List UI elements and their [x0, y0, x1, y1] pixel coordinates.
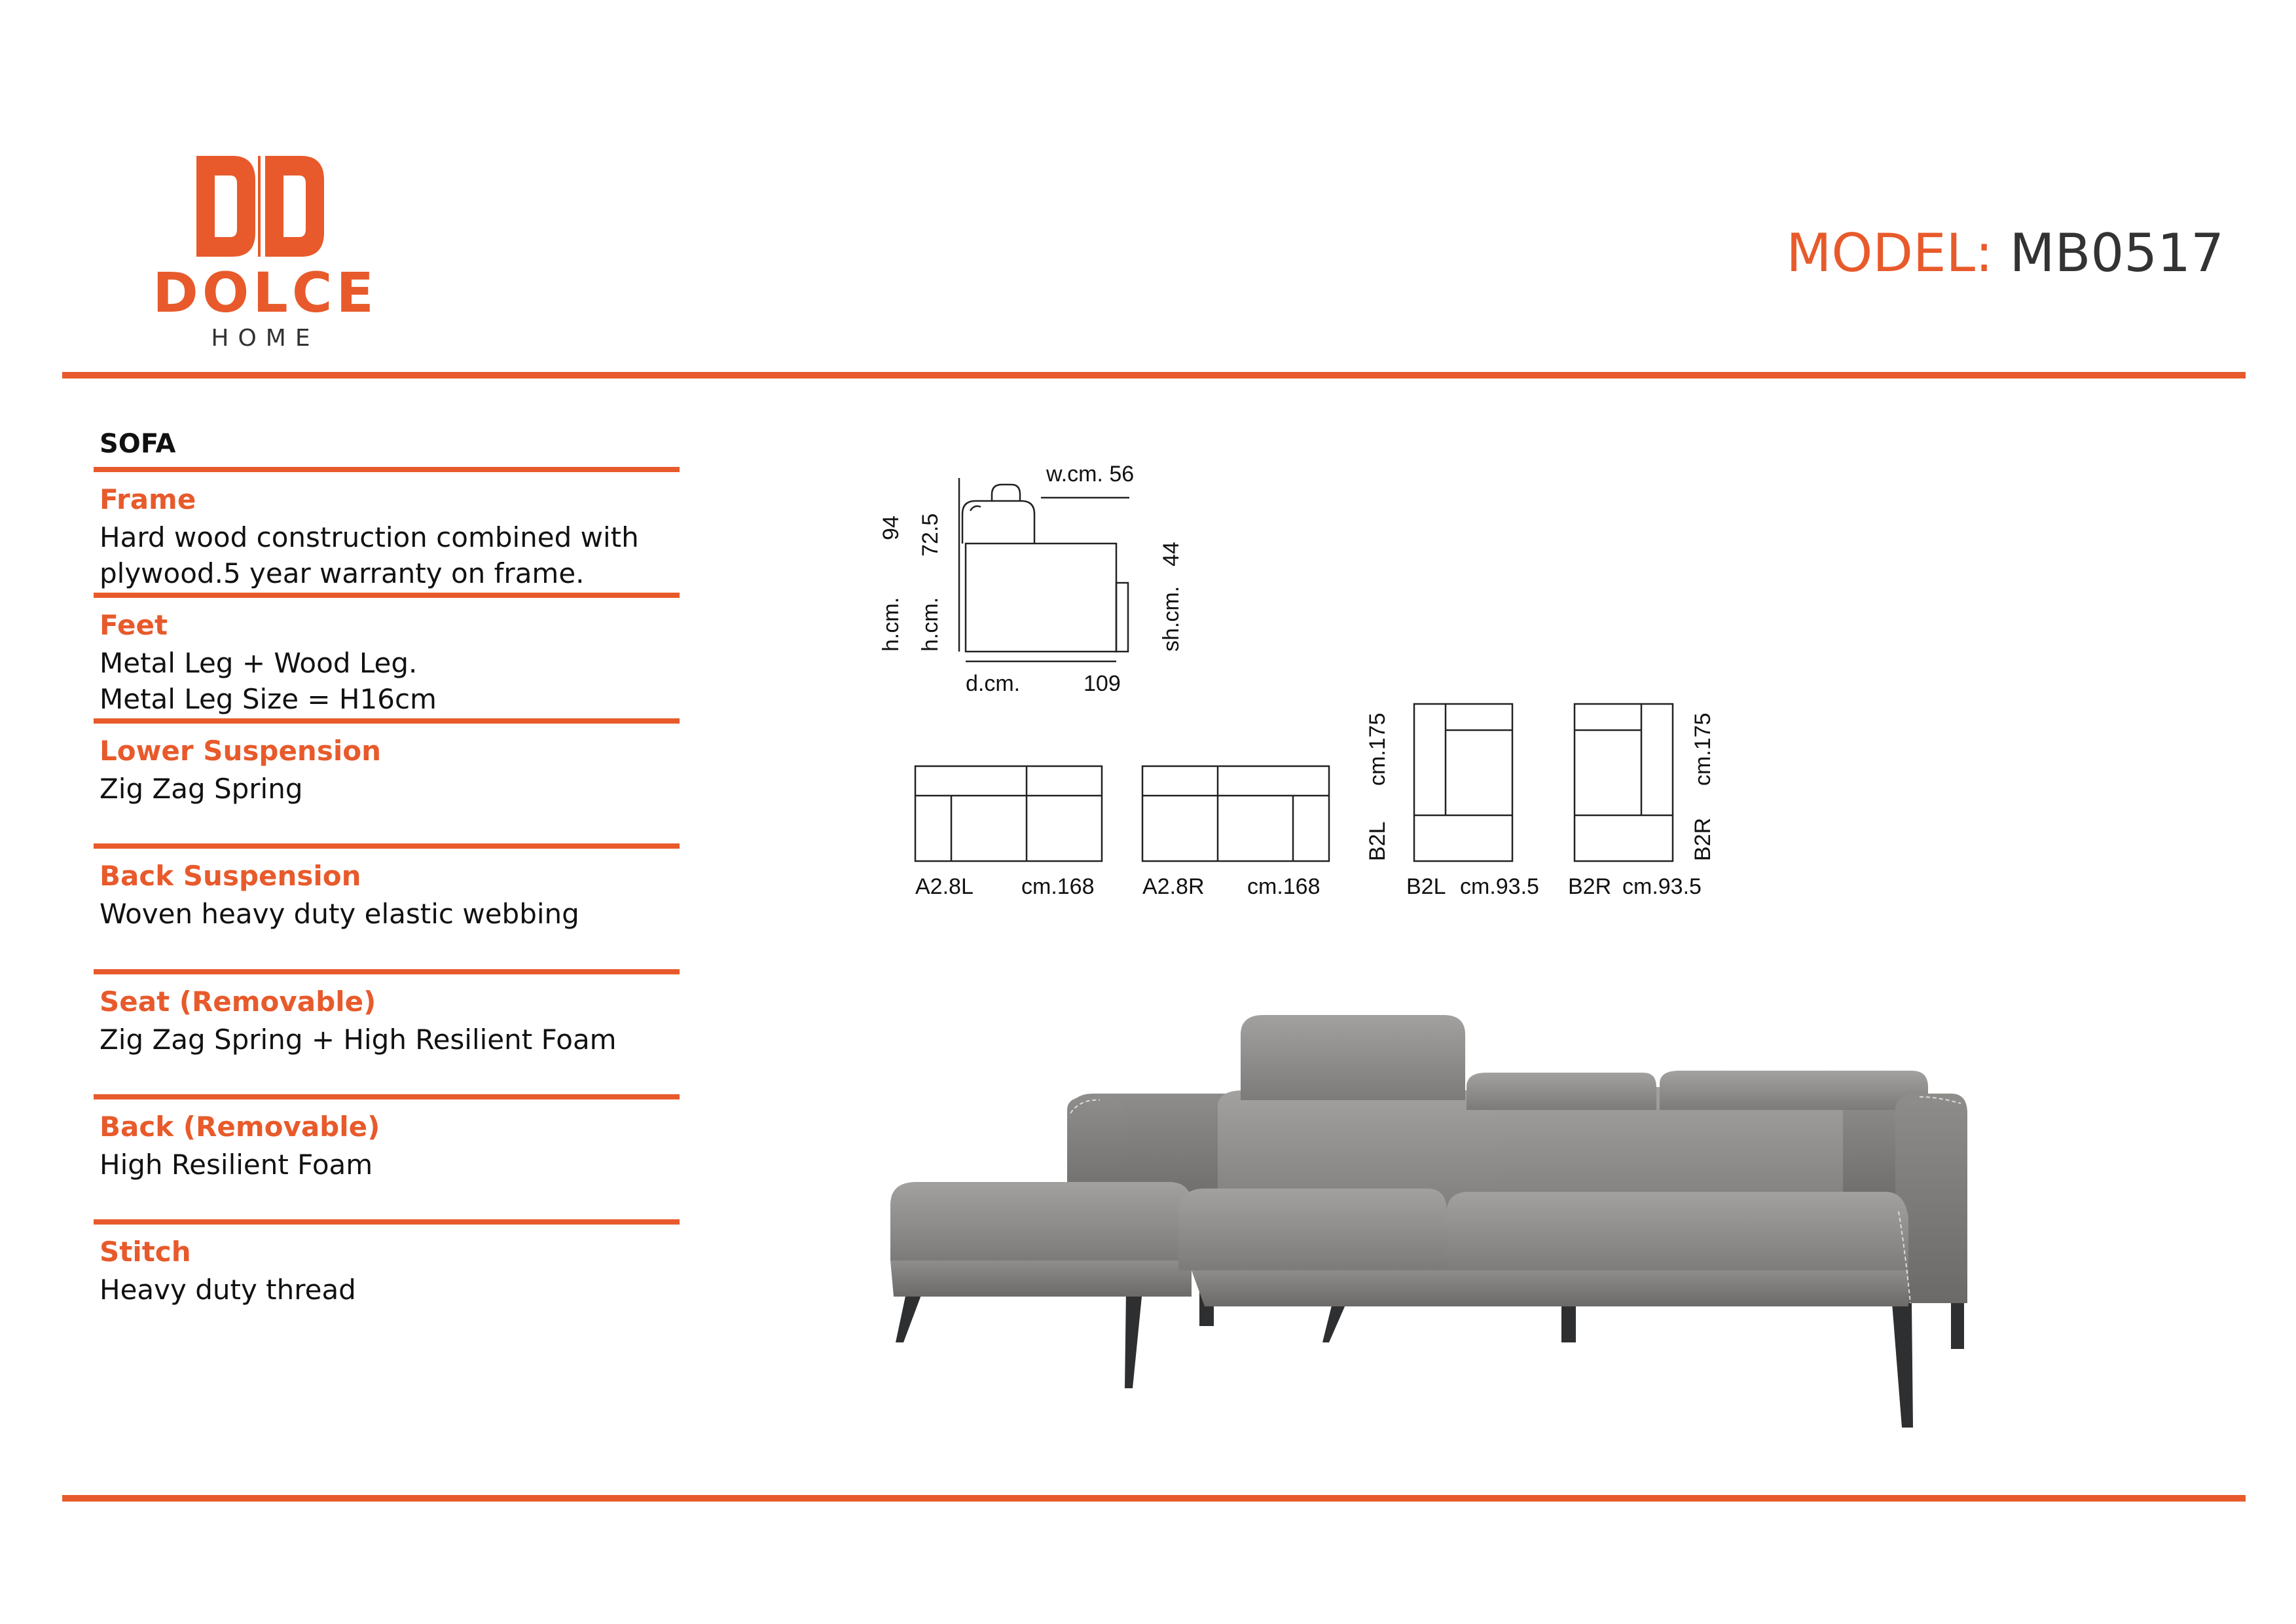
spec-title: Stitch: [100, 1236, 191, 1268]
module-b2r-outline: [1575, 704, 1673, 861]
module-size: cm.168: [1021, 874, 1095, 899]
side-profile-body: [966, 544, 1116, 652]
spec-divider: [94, 1094, 680, 1099]
height-back-value: 72.5: [918, 513, 943, 557]
spec-divider: [94, 467, 680, 472]
spec-description: [100, 896, 680, 932]
product-category: SOFA: [100, 429, 176, 459]
module-code: B2L: [1406, 874, 1446, 899]
spec-line: High Resilient Foam: [100, 1149, 373, 1181]
spec-line: Heavy duty thread: [100, 1274, 356, 1306]
spec-description: [100, 1022, 680, 1058]
brand-name: DOLCE: [153, 261, 378, 325]
spec-lower-suspension: [94, 718, 680, 807]
spec-feet: [94, 593, 680, 717]
height-back-label: h.cm.: [918, 597, 943, 652]
spec-line: Metal Leg + Wood Leg.: [100, 647, 418, 679]
dimension-diagram: [845, 452, 1761, 936]
height-total-value: 94: [879, 515, 903, 540]
side-profile-arm: [1116, 583, 1128, 652]
depth-value: 109: [1084, 671, 1121, 696]
spec-description: [100, 1147, 680, 1183]
spec-title: Seat (Removable): [100, 986, 376, 1018]
module-a28r-outline: [1142, 766, 1329, 861]
module-code: A2.8R: [1142, 874, 1205, 899]
spec-description: [100, 519, 680, 591]
model-number: MB0517: [2009, 223, 2224, 284]
top-divider: [62, 372, 2246, 378]
spec-divider: [94, 593, 680, 598]
sofa-product-image: [877, 1015, 1990, 1441]
width-label: w.cm. 56: [1046, 462, 1135, 487]
seat-height-label: sh.cm.: [1159, 585, 1184, 652]
spec-description: [100, 645, 680, 717]
spec-line: Zig Zag Spring: [100, 773, 303, 805]
sofa-illustration: [877, 1015, 1990, 1441]
spec-divider: [94, 718, 680, 724]
module-side-label: B2R: [1690, 817, 1715, 861]
dd-monogram-icon: [196, 151, 327, 262]
spec-back: [94, 1094, 680, 1183]
module-length: cm.175: [1365, 712, 1390, 786]
module-a28l-outline: [915, 766, 1102, 861]
module-length: cm.175: [1690, 712, 1715, 786]
spec-description: [100, 1272, 680, 1308]
module-size: cm.168: [1247, 874, 1321, 899]
spec-title: Back Suspension: [100, 860, 361, 892]
module-code: B2R: [1568, 874, 1612, 899]
seat-height-value: 44: [1159, 542, 1184, 566]
spec-stitch: [94, 1219, 680, 1308]
headrest-arrow-icon: [970, 506, 981, 511]
spec-back-suspension: [94, 843, 680, 932]
module-size: cm.93.5: [1460, 874, 1539, 899]
spec-description: [100, 771, 680, 807]
brand-logo: [137, 144, 399, 354]
spec-title: Feet: [100, 609, 168, 641]
spec-line: plywood.5 year warranty on frame.: [100, 557, 585, 589]
spec-line: Hard wood construction combined with: [100, 521, 639, 553]
headrest-profile: [992, 485, 1020, 501]
spec-title: Back (Removable): [100, 1111, 380, 1143]
spec-seat: [94, 969, 680, 1058]
spec-title: Lower Suspension: [100, 735, 381, 767]
depth-label: d.cm.: [966, 671, 1021, 696]
spec-divider: [94, 843, 680, 849]
technical-drawings: [845, 452, 1761, 936]
module-side-label: B2L: [1365, 821, 1390, 861]
spec-title: Frame: [100, 483, 196, 515]
spec-line: Zig Zag Spring + High Resilient Foam: [100, 1024, 617, 1056]
spec-line: Woven heavy duty elastic webbing: [100, 898, 579, 930]
spec-divider: [94, 969, 680, 974]
spec-frame: [94, 467, 680, 591]
module-code: A2.8L: [915, 874, 974, 899]
spec-divider: [94, 1219, 680, 1225]
height-total-label: h.cm.: [879, 597, 903, 652]
brand-subtitle: HOME: [211, 325, 319, 352]
spec-line: Metal Leg Size = H16cm: [100, 683, 437, 715]
bottom-divider: [62, 1495, 2246, 1502]
module-b2l-outline: [1414, 704, 1512, 861]
model-heading: [1786, 223, 2224, 284]
module-size: cm.93.5: [1622, 874, 1702, 899]
model-label: MODEL:: [1786, 223, 1994, 284]
